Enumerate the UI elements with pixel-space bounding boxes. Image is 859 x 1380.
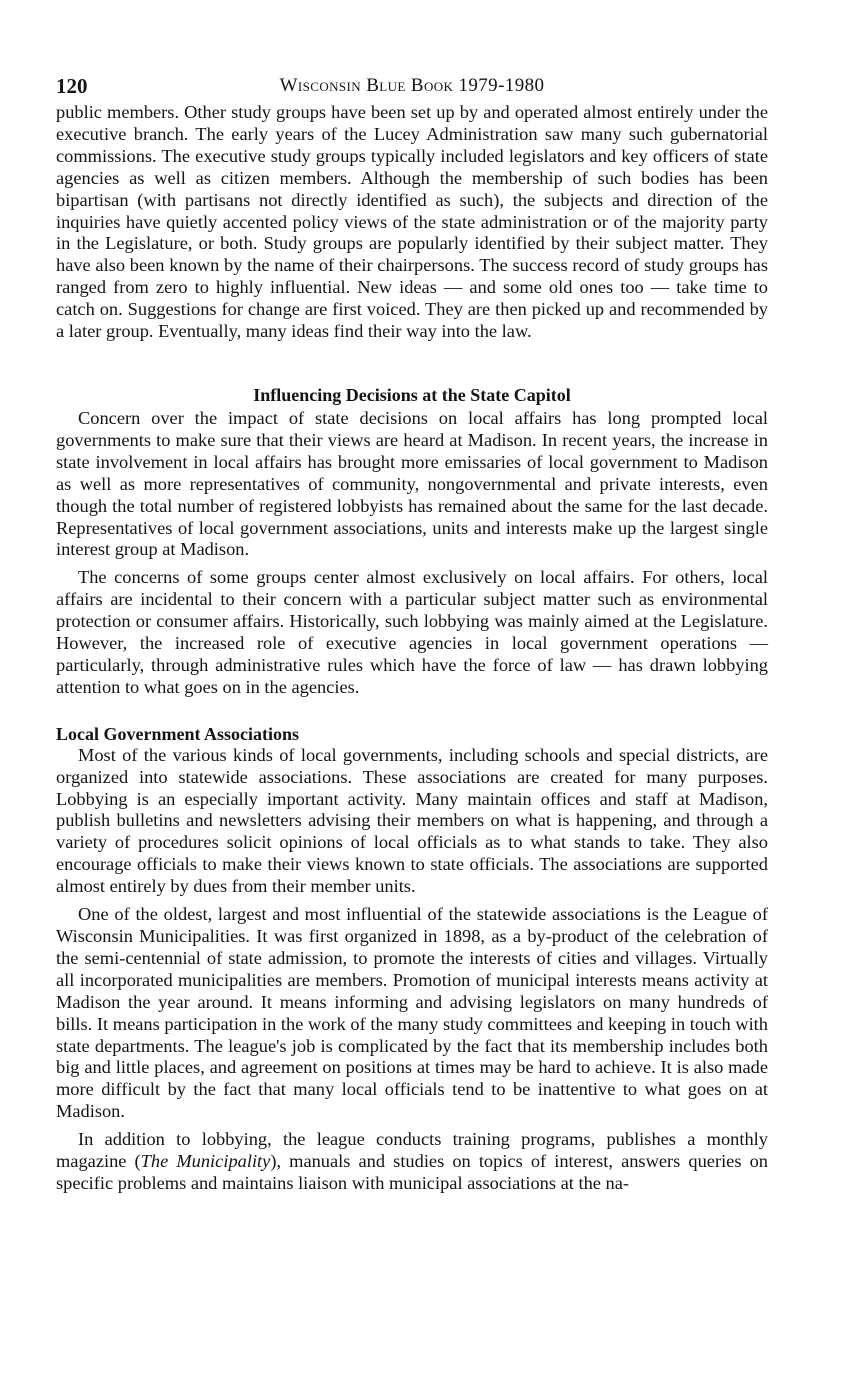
- paragraph-league-activities: [56, 1129, 768, 1195]
- paragraph-local-concern: Concern over the impact of state decisions on local affairs has long prompted local governments to make sure that their views are heard at Madison. In recent years, the increase in state involvement in local affairs has brought more emissaries of local government to Madison as well as more representatives of community, nongovernmental and private interests, even though the total number of registered lobbyists has remained about the same for the last decade. Representatives of local government associations, units and interests make up the largest single interest group at Madison.: [56, 407, 768, 560]
- paragraph-group-concerns: The concerns of some groups center almost exclusively on local affairs. For others, local affairs are incidental to their concern with a particular subject matter such as environmental protection or consumer affairs. Historically, such lobbying was mainly aimed at the Legislature. However, the increased role of executive agencies in local government operations — particularly, through administrative rules which have the force of law — has drawn lobbying attention to what goes on in the agencies.: [56, 567, 768, 697]
- running-header: [56, 66, 768, 102]
- running-title: [56, 75, 768, 97]
- document-page: [56, 66, 768, 1195]
- league-activities-text-end: ), manuals and studies on topics of interest, answers queries on specific problems and maintains liaison with municipal associations at the na-: [56, 1151, 768, 1193]
- paragraph-study-groups: public members. Other study groups have been set up by and operated almost entirely under the executive branch. The early years of the Lucey Administration saw many such gubernatorial commissions. The executive study groups typically included legislators and key officers of state agencies as well as citizen members. Although the membership of such bodies has been bipartisan (with partisans not directly identified as such), the subjects and direction of the inquiries have quietly accented policy views of the state administration or of the majority party in the Legislature, or both. Study groups are popularly identified by their subject matter. They have also been known by the name of their chairpersons. The success record of study groups has ranged from zero to highly influential. New ideas — and some old ones too — take time to catch on. Suggestions for change are first voiced. They are then picked up and recommended by a later group. Eventually, many ideas find their way into the law.: [56, 102, 768, 342]
- magazine-title: The Municipality: [140, 1151, 271, 1172]
- section-heading-state-capitol: Influencing Decisions at the State Capitol: [253, 384, 571, 405]
- paragraph-league-of-municipalities: One of the oldest, largest and most influential of the statewide associations is the League of Wisconsin Municipalities. It was first organized in 1898, as a by-product of the celebration of the semi-centennial of state admission, to promote the interests of cities and villages. Virtually all incorporated municipalities are members. Promotion of municipal interests means activity at Madison the year around. It means informing and advising legislators on many hundreds of bills. It means participation in the work of the many study committees and keeping in touch with state departments. The league's job is complicated by the fact that its membership includes both big and little places, and agreement on positions at times may be hard to achieve. It is also made more difficult by the fact that many local officials tend to be inattentive to what goes on at Madison.: [56, 904, 768, 1122]
- page-number: 120: [56, 74, 88, 98]
- paragraph-statewide-associations: Most of the various kinds of local governments, including schools and special districts, are organized into statewide associations. These associations are created for many purposes. Lobbying is an especially important activity. Many maintain offices and staff at Madison, publish bulletins and newsletters advising their members on what is happening, and through a variety of procedures solicit opinions of local officials as to what stands to take. They also encourage officials to make their views known to state officials. The associations are supported almost entirely by dues from their member units.: [56, 744, 768, 897]
- running-title-text: Wisconsin Blue Book 1979-1980: [279, 75, 545, 96]
- section-heading-local-government-associations: Local Government Associations: [56, 723, 299, 744]
- league-activities-text-start: In addition to lobbying, the league conducts training programs, publishes a monthly magazine (: [56, 1129, 768, 1172]
